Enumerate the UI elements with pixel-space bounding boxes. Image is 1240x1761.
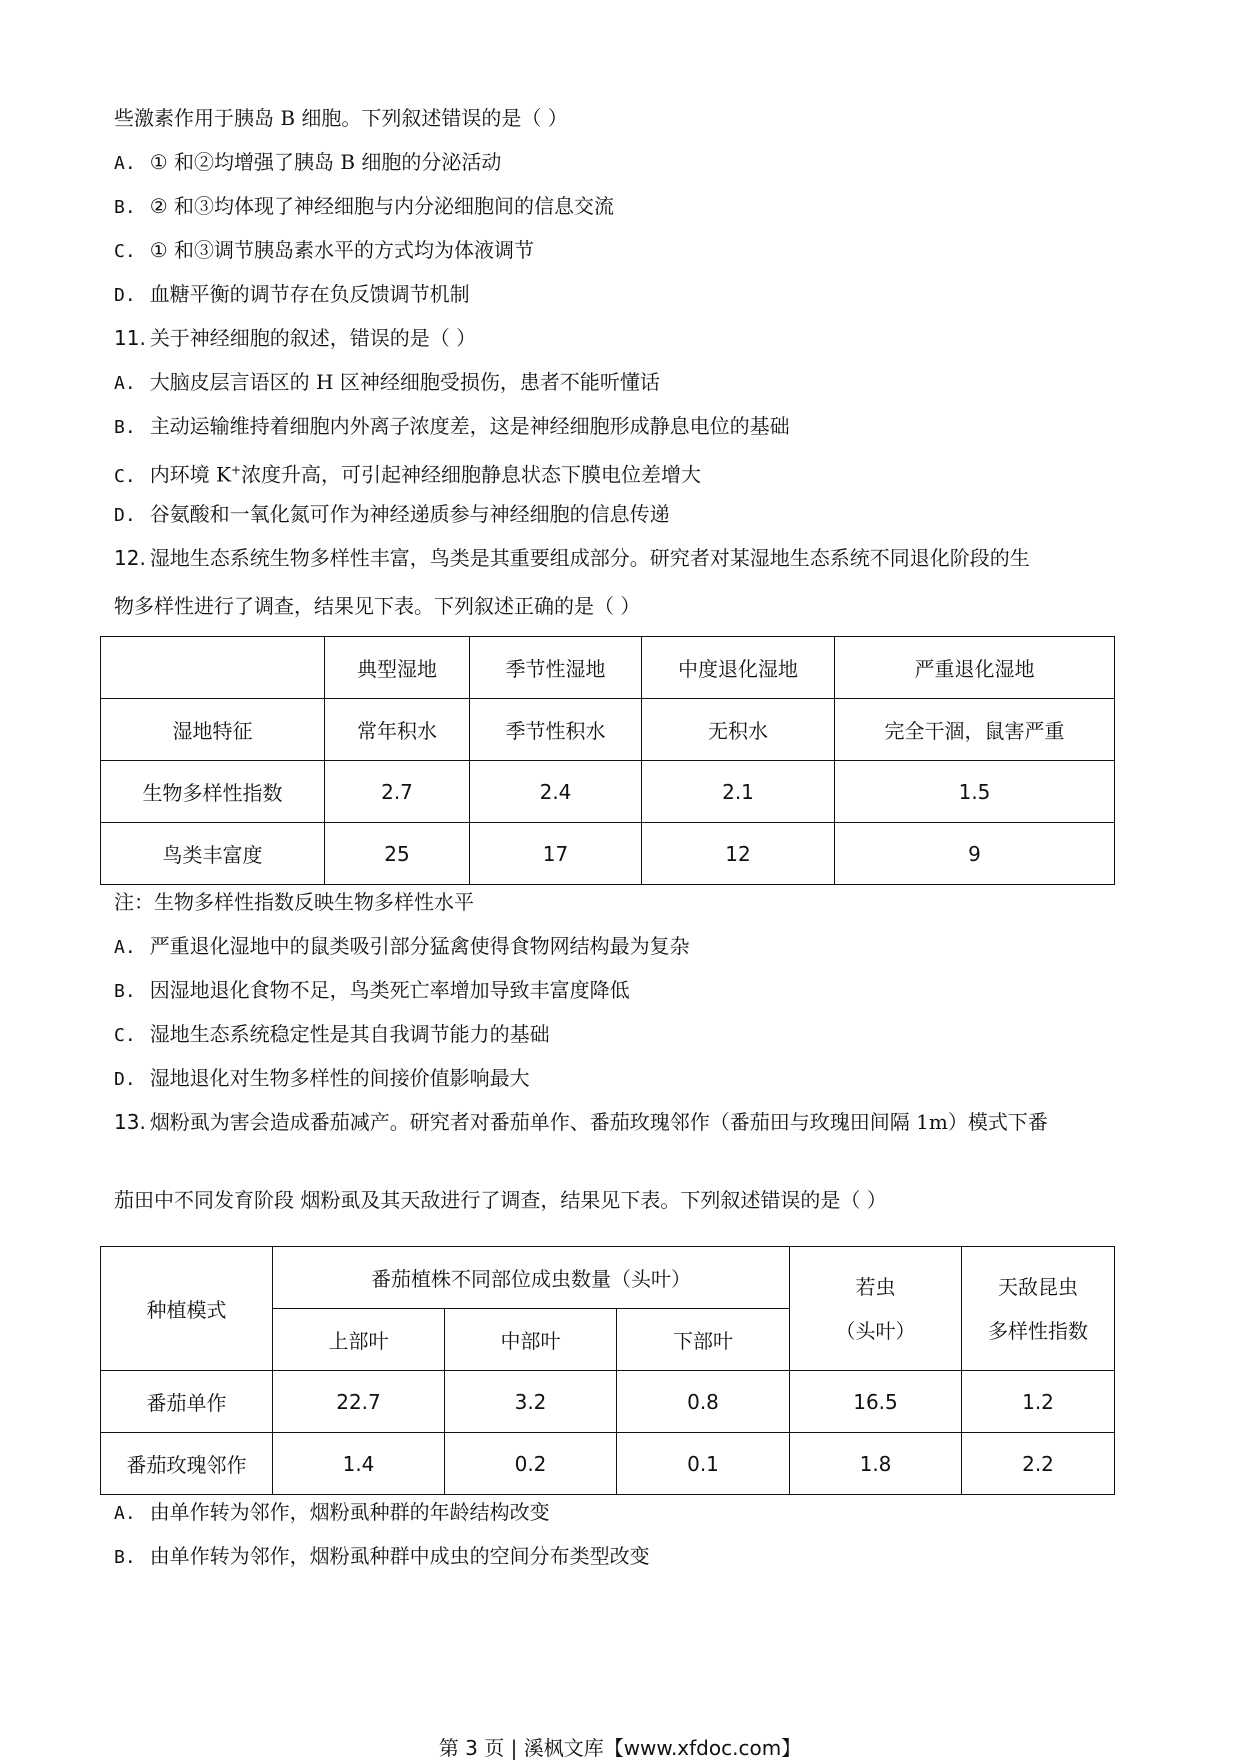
- option-text: 湿地生态系统稳定性是其自我调节能力的基础: [149, 1022, 550, 1046]
- table-cell: 1.8: [790, 1433, 962, 1495]
- table-header-cell: 中度退化湿地: [642, 637, 835, 699]
- enemy-header-line1: 天敌昆虫: [998, 1274, 1078, 1299]
- whitefly-table: [100, 1246, 1115, 1495]
- q13-stem-line2: 茄田中不同发育阶段 烟粉虱及其天敌进行了调查，结果见下表。下列叙述错误的是（ ）: [114, 1188, 887, 1212]
- option-text: ② 和③均体现了神经细胞与内分泌细胞间的信息交流: [149, 194, 614, 218]
- option-label: B.: [114, 1547, 136, 1568]
- option-text: 主动运输维持着细胞内外离子浓度差，这是神经细胞形成静息电位的基础: [149, 414, 790, 438]
- wetland-table: [100, 636, 1115, 885]
- mode-header: 种植模式: [101, 1247, 273, 1371]
- subheader-cell: 中部叶: [445, 1309, 617, 1371]
- question-stem: 关于神经细胞的叙述，错误的是（ ）: [149, 326, 477, 350]
- table-cell: 生物多样性指数: [101, 761, 325, 823]
- table-cell: 0.8: [617, 1371, 790, 1433]
- table-cell: 16.5: [790, 1371, 962, 1433]
- option-text: ① 和②均增强了胰岛 B 细胞的分泌活动: [149, 150, 502, 174]
- q11-option-a: [114, 368, 660, 398]
- table-cell: 常年积水: [325, 699, 470, 761]
- option-text: 严重退化湿地中的鼠类吸引部分猛禽使得食物网结构最为复杂: [149, 934, 690, 958]
- option-text: 由单作转为邻作，烟粉虱种群的年龄结构改变: [149, 1500, 550, 1524]
- option-text: 由单作转为邻作，烟粉虱种群中成虫的空间分布类型改变: [149, 1544, 650, 1568]
- q10-option-c: [114, 236, 534, 266]
- option-label: D.: [114, 1069, 136, 1090]
- option-label: D.: [114, 285, 136, 306]
- question-number: 13.: [114, 1110, 146, 1134]
- option-text: 谷氨酸和一氧化氮可作为神经递质参与神经细胞的信息传递: [149, 502, 670, 526]
- nymph-header-line2: （头叶）: [835, 1318, 916, 1343]
- nymph-header-line1: 若虫: [855, 1274, 896, 1299]
- q11-option-b: [114, 412, 790, 442]
- option-label: A.: [114, 373, 136, 394]
- table-cell: 1.4: [273, 1433, 445, 1495]
- q10-option-a: [114, 148, 501, 178]
- enemy-header: [962, 1247, 1115, 1371]
- table-row: [101, 699, 1115, 761]
- option-text: 血糖平衡的调节存在负反馈调节机制: [149, 282, 470, 306]
- table-cell: 2.1: [642, 761, 835, 823]
- table-cell: 0.2: [445, 1433, 617, 1495]
- table-cell: 1.5: [835, 761, 1115, 823]
- table-cell: 25: [325, 823, 470, 885]
- option-label: A.: [114, 937, 136, 958]
- option-label: C.: [114, 241, 136, 262]
- option-text: 因湿地退化食物不足，鸟类死亡率增加导致丰富度降低: [149, 978, 630, 1002]
- q10-option-b: [114, 192, 614, 222]
- enemy-header-line2: 多样性指数: [988, 1318, 1088, 1343]
- table-cell: 9: [835, 823, 1115, 885]
- option-label: B.: [114, 197, 136, 218]
- option-text-after: 浓度升高，可引起神经细胞静息状态下膜电位差增大: [241, 462, 702, 487]
- table-cell: 湿地特征: [101, 699, 325, 761]
- q12-option-b: [114, 976, 630, 1006]
- table-cell: 完全干涸，鼠害严重: [835, 699, 1115, 761]
- q10-option-d: [114, 280, 470, 310]
- table-cell: 3.2: [445, 1371, 617, 1433]
- option-text: ① 和③调节胰岛素水平的方式均为体液调节: [149, 238, 534, 262]
- table-cell: 22.7: [273, 1371, 445, 1433]
- option-label: A.: [114, 153, 136, 174]
- table-cell: 2.7: [325, 761, 470, 823]
- option-label: C.: [114, 1025, 136, 1046]
- question-stem: 湿地生态系统生物多样性丰富，鸟类是其重要组成部分。研究者对某湿地生态系统不同退化阶段的生: [149, 546, 1030, 570]
- table-cell: 2.2: [962, 1433, 1115, 1495]
- table-row: [101, 1371, 1115, 1433]
- option-label: C.: [114, 465, 136, 487]
- page-footer: 第 3 页 | 溪枫文库【www.xfdoc.com】: [438, 1736, 802, 1760]
- table-cell: 季节性积水: [470, 699, 642, 761]
- q12-option-c: [114, 1020, 550, 1050]
- q12-option-a: [114, 932, 690, 962]
- table-cell: 鸟类丰富度: [101, 823, 325, 885]
- option-text: 湿地退化对生物多样性的间接价值影响最大: [149, 1066, 530, 1090]
- table-cell: 1.2: [962, 1371, 1115, 1433]
- table-cell: 番茄玫瑰邻作: [101, 1433, 273, 1495]
- q12-note: 注：生物多样性指数反映生物多样性水平: [114, 890, 474, 914]
- table-row: [101, 1433, 1115, 1495]
- group-header: 番茄植株不同部位成虫数量（头叶）: [273, 1247, 790, 1309]
- q13-stem-line1: [114, 1108, 1048, 1136]
- table-cell: 17: [470, 823, 642, 885]
- q10-stem-tail: 些激素作用于胰岛 B 细胞。下列叙述错误的是（ ）: [114, 106, 568, 130]
- nymph-header: [790, 1247, 962, 1371]
- table-header-cell: 季节性湿地: [470, 637, 642, 699]
- table-cell: 0.1: [617, 1433, 790, 1495]
- option-label: A.: [114, 1503, 136, 1524]
- question-number: 11.: [114, 326, 146, 350]
- table-header-row: [101, 637, 1115, 699]
- subheader-cell: 上部叶: [273, 1309, 445, 1371]
- option-text: 大脑皮层言语区的 H 区神经细胞受损伤，患者不能听懂话: [149, 370, 660, 394]
- table-cell: 无积水: [642, 699, 835, 761]
- option-label: D.: [114, 505, 136, 526]
- q11-option-c: [114, 456, 701, 491]
- option-text-before: 内环境 K: [149, 462, 231, 487]
- superscript-plus: +: [231, 463, 242, 477]
- q13-option-a: [114, 1498, 550, 1528]
- q11-option-d: [114, 500, 670, 530]
- table-header-cell: 严重退化湿地: [835, 637, 1115, 699]
- q13-option-b: [114, 1542, 650, 1572]
- table-row: [101, 761, 1115, 823]
- q12-option-d: [114, 1064, 530, 1094]
- option-label: B.: [114, 417, 136, 438]
- q11-stem: [114, 324, 476, 352]
- table-row: [101, 823, 1115, 885]
- table-header-cell: 典型湿地: [325, 637, 470, 699]
- table-cell: 2.4: [470, 761, 642, 823]
- subheader-cell: 下部叶: [617, 1309, 790, 1371]
- question-stem: 烟粉虱为害会造成番茄减产。研究者对番茄单作、番茄玫瑰邻作（番茄田与玫瑰田间隔 1m）模式下番: [149, 1110, 1048, 1134]
- table-header-row: [101, 1247, 1115, 1309]
- q12-stem-line1: [114, 544, 1030, 572]
- table-cell: 番茄单作: [101, 1371, 273, 1433]
- table-header-cell: [101, 637, 325, 699]
- table-cell: 12: [642, 823, 835, 885]
- option-label: B.: [114, 981, 136, 1002]
- question-number: 12.: [114, 546, 146, 570]
- q12-stem-line2: 物多样性进行了调查，结果见下表。下列叙述正确的是（ ）: [114, 594, 641, 618]
